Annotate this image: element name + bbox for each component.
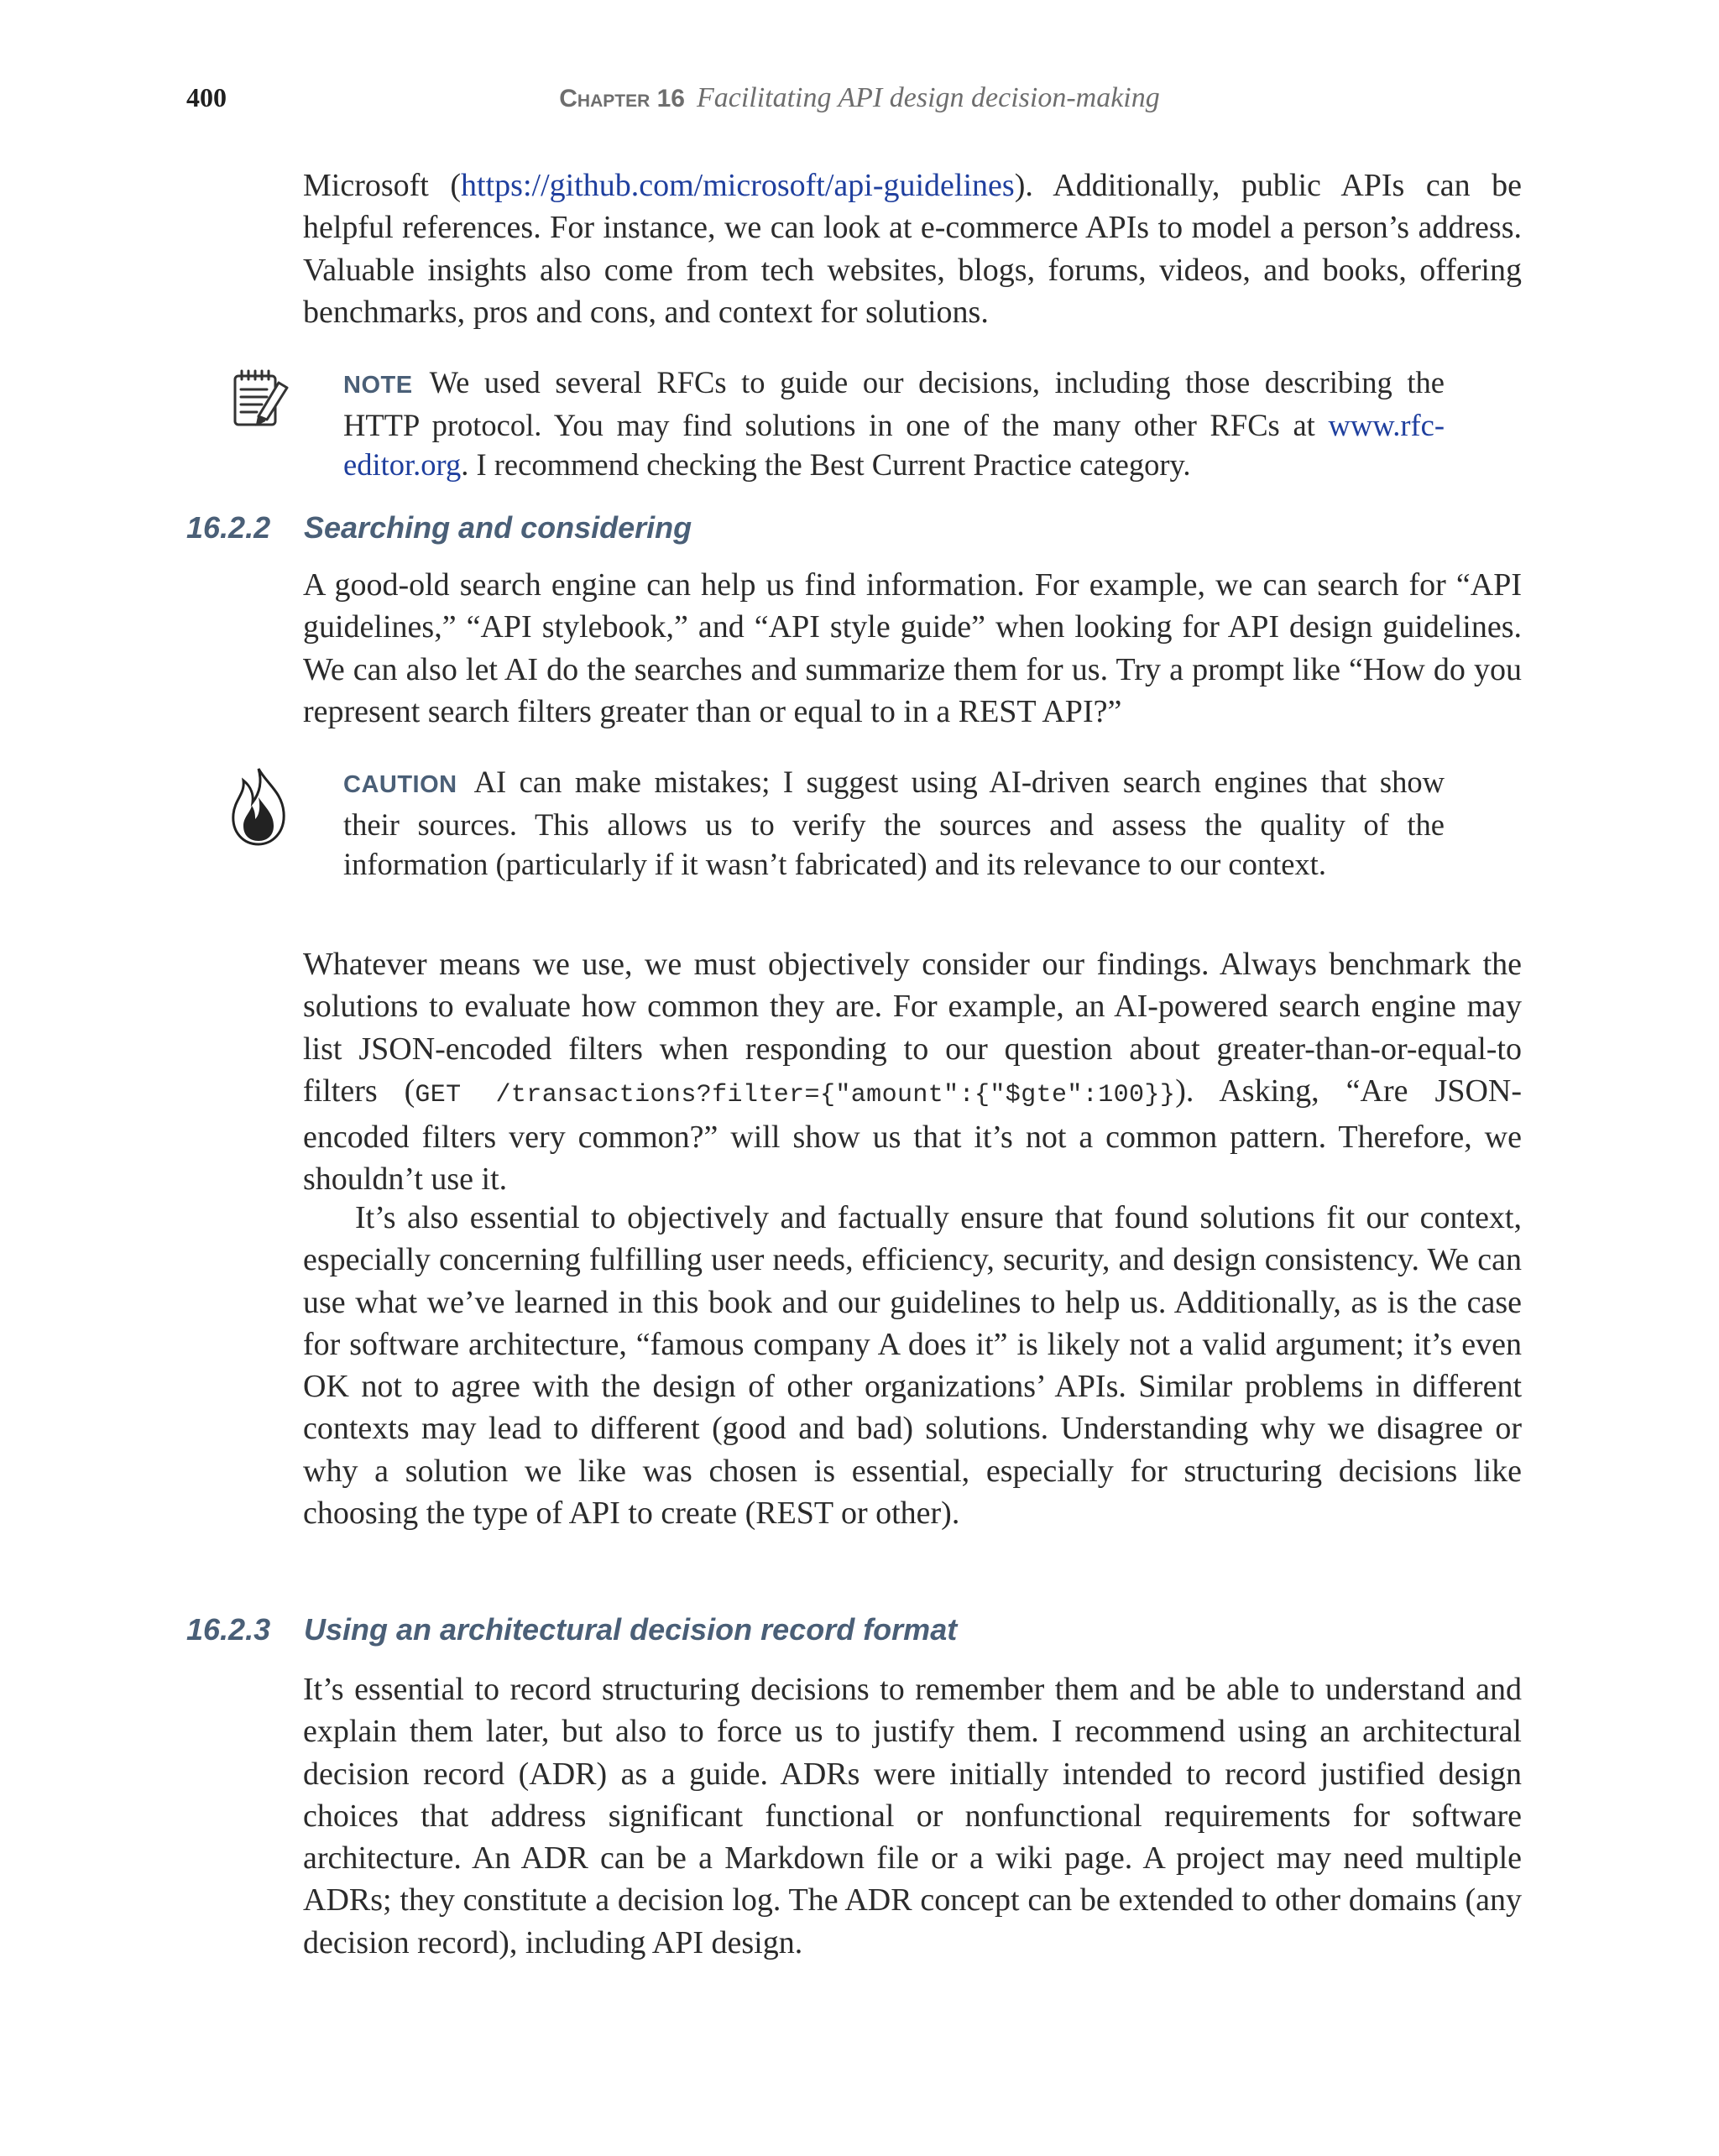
chapter-label bbox=[559, 85, 685, 112]
intro-text-end: ). Additionally, public APIs can be helpful references. For instance, we can look at e-commerce APIs to model a person’s address. Valuable insights also come from tech websites, blogs, forums, videos, and books, offering benchmarks, pros and cons, and context for solutions. bbox=[303, 168, 1522, 330]
intro-paragraph bbox=[303, 164, 1522, 333]
note-callout bbox=[343, 363, 1445, 484]
search-paragraph: A good-old search engine can help us find information. For example, we can search for “API guidelines,” “API stylebook,” and “API style guide” when looking for API design guidelines. We can also let AI do the searches and summarize them for us. Try a prompt like “How do you represent search filters greater than or equal to in a REST API?” bbox=[303, 567, 1522, 729]
context-paragraph: It’s also essential to objectively and factually ensure that found solutions fit our context, especially concerning fulfilling user needs, efficiency, security, and design consistency. We can use what we’ve learned in this book and our guidelines to help us. Additionally, as is the case for software architecture, “famous company A does it” is likely not a valid argument; it’s even OK not to agree with the design of other organizations’ APIs. Similar problems in different contexts may lead to different (good and bad) solutions. Understanding why we disagree or why a solution we like was chosen is essential, especially for structuring decisions like choosing the type of API to create (REST or other). bbox=[303, 1200, 1522, 1532]
section-number: 16.2.3 bbox=[186, 1612, 271, 1647]
section-number: 16.2.2 bbox=[186, 510, 271, 545]
page-header bbox=[0, 82, 1719, 119]
section-title: Using an architectural decision record format bbox=[304, 1612, 958, 1647]
json-filter-code: GET /transactions?filter={"amount":{"$gte":100}} bbox=[415, 1080, 1176, 1109]
caution-callout bbox=[343, 762, 1445, 884]
benchmark-text-end: ). Asking, “Are JSON-encoded filters very common?” will show us that it’s not a common pattern. Therefore, we shouldn’t use it. bbox=[303, 1073, 1523, 1198]
note-label: NOTE bbox=[343, 372, 413, 399]
note-text-start: We used several RFCs to guide our decisions, including those describing the HTTP protocol. You may find solutions in one of the many other RFCs at bbox=[343, 365, 1445, 442]
adr-paragraph: It’s essential to record structuring decisions to remember them and be able to understand and explain them later, but also to force us to justify them. I recommend using an architectural decision record (ADR) as a guide. ADRs were initially intended to record justified design choices that address significant functional or nonfunctional requirements for software architecture. An ADR can be a Markdown file or a wiki page. A project may need multiple ADRs; they constitute a decision log. The ADR concept can be extended to other domains (any decision record), including API design. bbox=[303, 1672, 1522, 1960]
section-heading-16-2-2 bbox=[186, 510, 1529, 546]
section-title: Searching and considering bbox=[304, 510, 692, 545]
note-text-end: . I recommend checking the Best Current Practice category. bbox=[461, 447, 1191, 482]
notepad-pencil-icon bbox=[230, 368, 294, 436]
benchmark-text-start: Whatever means we use, we must objectively consider our findings. Always benchmark the solutions to evaluate how common they are. For example, an AI-powered search engine may list JSON-encoded filters when responding to our question about greater-than-or-equal-to filters ( bbox=[303, 947, 1522, 1109]
page-number: 400 bbox=[186, 82, 227, 112]
caution-label: CAUTION bbox=[343, 771, 457, 798]
caution-text: AI can make mistakes; I suggest using AI-driven search engines that show their sources. This allows us to verify the sources and assess the quality of the information (particularly if it wasn’t fabricated) and its relevance to our context. bbox=[343, 765, 1445, 881]
microsoft-guidelines-link[interactable]: https://github.com/microsoft/api-guidelines bbox=[461, 168, 1015, 203]
flame-icon bbox=[225, 765, 292, 852]
running-head bbox=[0, 82, 1719, 114]
chapter-label-text: Chapter 16 bbox=[559, 85, 685, 112]
chapter-title: Facilitating API design decision-making bbox=[696, 82, 1160, 113]
section-heading-16-2-3 bbox=[186, 1612, 1529, 1647]
benchmark-paragraph bbox=[303, 943, 1522, 1201]
intro-text-start: Microsoft ( bbox=[303, 168, 462, 203]
rfc-editor-link[interactable]: www.rfc-editor.org bbox=[343, 408, 1445, 482]
